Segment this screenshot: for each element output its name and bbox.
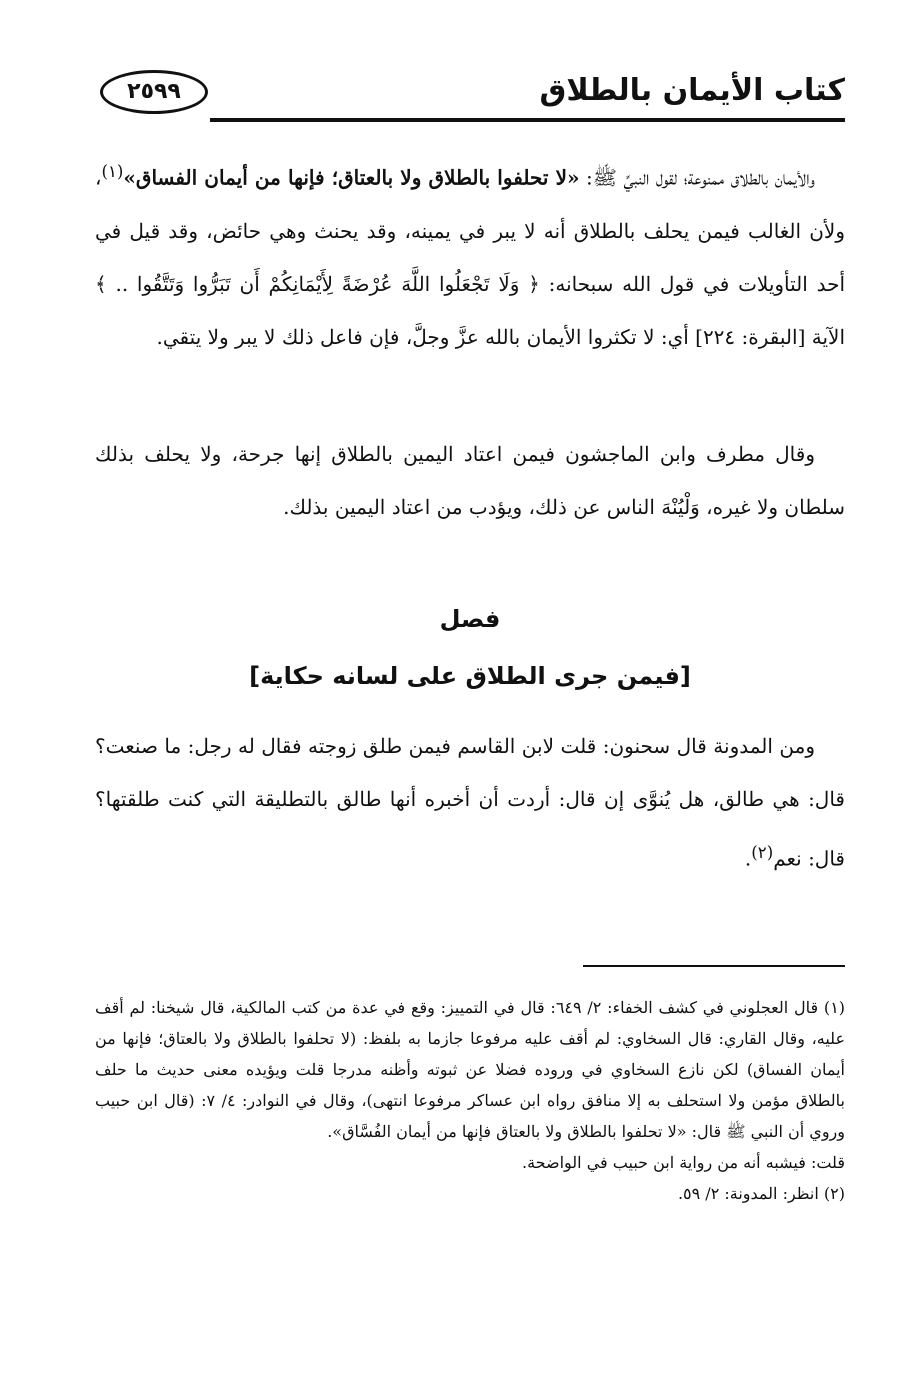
footnotes [95,992,845,1209]
paragraph-2-text: وقال مطرف وابن الماجشون فيمن اعتاد اليمين بالطلاق إنها جرحة، ولا يحلف بذلك سلطان ولا غيره، وَلْيُنْهَ الناس عن ذلك، ويؤدب من اعتاد اليمين بذلك. [95,442,845,519]
footnote-1: (١) قال العجلوني في كشف الخفاء: ٢/ ٦٤٩: قال في التمييز: وقع في عدة من كتب المالكية، قال شيخنا: لم أقف عليه، وقال القاري: قال السخاوي: لم أقف عليه مرفوعا جازما به بلفظ: (لا تحلفوا بالطلاق ولا بالعتاق؛ فإنها من أيمان الفساق) لكن نازع السخاوي في وروده فضلا عن ثبوته وأظنه مدرجا قلت ويؤيده معنى حديث ما حلف بالطلاق مؤمن ولا استحلف به إلا منافق رواه ابن عساكر مرفوعا انتهى)، وقال في النوادر: ٤/ ٧: (قال ابن حبيب وروي أن النبي ﷺ قال: «لا تحلفوا بالطلاق ولا بالعتاق فإنها من أيمان الفُسَّاق». [95,998,846,1141]
paragraph-1-intro: والأيمان بالطلاق ممنوعة؛ لقول النبيِّ ﷺ: [579,165,815,190]
footnote-note: قلت: فيشبه أنه من رواية ابن حبيب في الواضحة. [522,1153,845,1172]
header-rule [210,118,845,122]
paragraph-3-end: . [744,846,752,871]
paragraph-1 [95,145,845,364]
page-number: ٢٥٩٩ [100,70,208,114]
paragraph-1-rest: ، ولأن الغالب فيمن يحلف بالطلاق أنه لا يبر في يمينه، وقد يحنث وهي حائض، وقد قيل في أحد التأويلات في قول الله سبحانه: ﴿ وَلَا تَجْعَلُوا اللَّهَ عُرْضَةً لِأَيْمَانِكُمْ أَن تَبَرُّوا وَتَتَّقُوا .. ﴾ الآية [البقرة: ٢٢٤] أي: لا تكثروا الأيمان بالله عزَّ وجلَّ، فإن فاعل ذلك لا يبر ولا يتقي. [95,165,845,349]
paragraph-3-text: ومن المدونة قال سحنون: قلت لابن القاسم فيمن طلق زوجته فقال له رجل: ما صنعت؟ قال: هي طالق، هل يُنوَّى إن قال: أردت أن أخبره أنها طالق بالتطليقة التي كنت طلقتها؟ قال: نعم [95,734,845,871]
section-heading: فصل [439,605,501,633]
book-title: كتاب الأيمان بالطلاق [539,73,845,108]
footnote-separator [583,965,845,967]
footnote-marker-2[interactable]: (٢) [751,843,774,862]
paragraph-3 [95,720,845,886]
footnote-marker-1[interactable]: (١) [101,162,124,181]
hadith-quote: «لا تحلفوا بالطلاق ولا بالعتاق؛ فإنها من أيمان الفساق» [123,165,580,190]
page-header [100,68,845,128]
footnote-2: (٢) انظر: المدونة: ٢/ ٥٩. [677,1184,845,1203]
paragraph-2 [95,428,845,534]
section-subtitle: [فيمن جرى الطلاق على لسانه حكاية] [249,662,691,690]
